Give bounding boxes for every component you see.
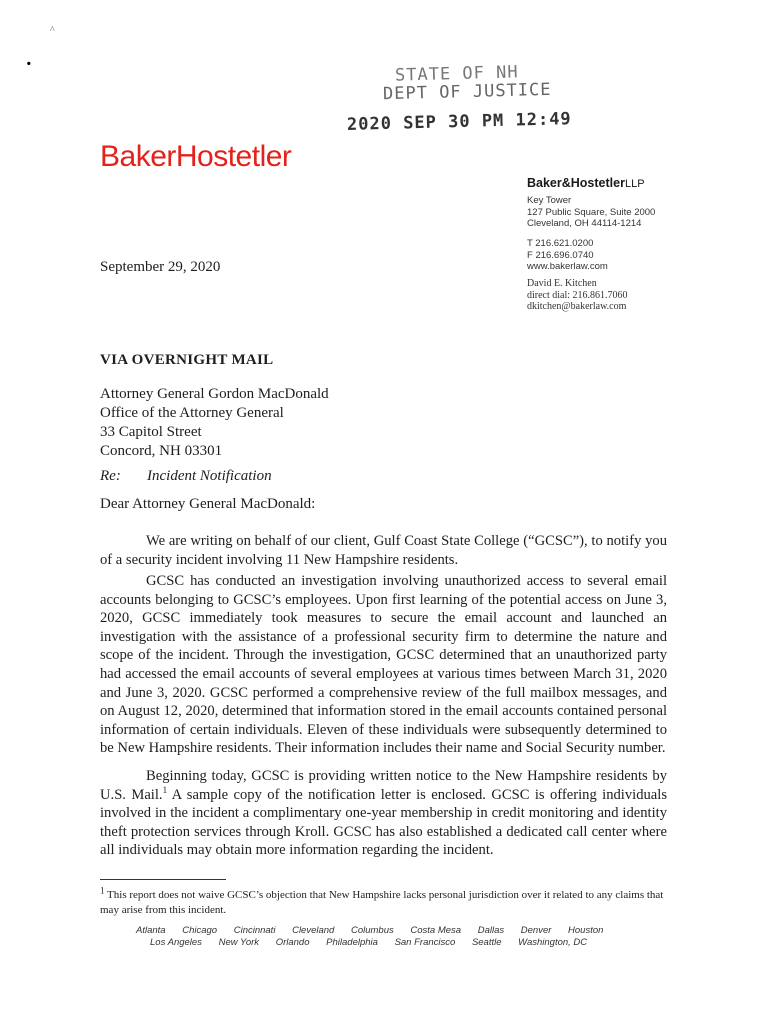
firm-name-text: Baker&Hostetler [527, 176, 625, 190]
address-line: Key Tower [527, 195, 572, 206]
footnote-ref[interactable]: 1 [162, 784, 168, 795]
author-direct-dial: direct dial: 216.861.7060 [527, 289, 628, 301]
office-city: San Francisco [394, 937, 456, 948]
firm-name [527, 176, 645, 190]
footnote-divider [100, 879, 226, 880]
office-city: Columbus [350, 925, 394, 936]
office-city: Los Angeles [150, 937, 202, 948]
firm-contact [527, 238, 608, 273]
office-city: Orlando [275, 937, 310, 948]
office-list-row2 [150, 937, 650, 948]
office-city: Costa Mesa [410, 925, 462, 936]
website-link[interactable]: www.bakerlaw.com [527, 261, 608, 272]
corner-mark: ^ [50, 25, 55, 36]
author-name: David E. Kitchen [527, 278, 597, 289]
footnote [100, 885, 670, 918]
address-line: Cleveland, OH 44114-1214 [527, 218, 642, 229]
office-city: New York [218, 937, 260, 948]
firm-suffix: LLP [624, 178, 645, 190]
firm-address [527, 195, 655, 230]
subject-text: Incident Notification [147, 468, 272, 484]
recipient-line: Attorney General Gordon MacDonald [100, 386, 329, 402]
office-city: Atlanta [136, 925, 166, 936]
body-paragraph-1: We are writing on behalf of our client, Gulf Coast State College (“GCSC”), to notify you of a security incident involving 11 New Hampshire residents. [100, 533, 667, 568]
received-stamp-line1: STATE OF NH [394, 62, 519, 86]
office-city: Cincinnati [233, 925, 276, 936]
address-line: 127 Public Square, Suite 2000 [527, 206, 656, 218]
author-contact [527, 278, 628, 313]
paragraph3-part-a: Beginning today, GCSC is providing written notice to the New Hampshire residents by U.S. Mail. [100, 768, 667, 803]
subject-line [100, 468, 272, 485]
phone: T 216.621.0200 [527, 238, 594, 249]
office-city: Washington, DC [518, 937, 588, 948]
salutation: Dear Attorney General MacDonald: [100, 496, 316, 512]
letter-date: September 29, 2020 [100, 259, 221, 275]
office-city: Philadelphia [326, 937, 378, 948]
received-stamp-date: 2020 SEP 30 PM 12:49 [346, 109, 572, 135]
recipient-line: Concord, NH 03301 [100, 443, 223, 459]
footnote-text: This report does not waive GCSC’s objection that New Hampshire lacks personal jurisdiction over it related to any claims that may arise from this incident. [100, 889, 664, 916]
recipient-line: 33 Capitol Street [100, 424, 202, 440]
fax: F 216.696.0740 [527, 249, 594, 261]
office-list-row1 [136, 925, 636, 936]
firm-logo: BakerHostetler [100, 140, 292, 173]
received-stamp-line2: DEPT OF JUSTICE [382, 79, 552, 105]
delivery-method: VIA OVERNIGHT MAIL [100, 352, 274, 368]
office-city: Dallas [477, 925, 505, 936]
body-paragraph-2: GCSC has conducted an investigation involving unauthorized access to several email accounts belonging to GCSC’s employees. Upon first learning of the potential access on June 3, 2020, GCSC immediately took measures to secure the email account and launched an investigation with the assistance of a professional security firm to determine the nature and scope of the incident. Through the investigation, GCSC determined that an unauthorized party had accessed the email accounts of several employees at various times between March 31, 2020 and June 3, 2020. GCSC performed a comprehensive review of the full mailbox messages, and on August 12, 2020, determined that information stored in the email accounts contained personal information of certain individuals. Eleven of these individuals were subsequently determined to be New Hampshire residents. Their information includes their name and Social Security number. [100, 573, 667, 757]
footnote-number: 1 [100, 885, 105, 896]
office-city: Seattle [471, 937, 502, 948]
recipient-block [100, 385, 329, 461]
office-city: Denver [520, 925, 552, 936]
scan-mark: • [24, 56, 33, 73]
paragraph3-part-b: A sample copy of the notification letter is enclosed. GCSC is offering individuals involved in the incident a complimentary one-year membership in credit monitoring and identity theft protection services through Kroll. GCSC has also established a dedicated call center where all individuals may obtain more information regarding the incident. [100, 786, 667, 859]
office-city: Chicago [182, 925, 218, 936]
subject-label: Re: [100, 468, 121, 484]
body-paragraph-3 [100, 767, 667, 860]
office-city: Houston [568, 925, 604, 936]
office-city: Cleveland [292, 925, 335, 936]
author-email-link[interactable]: dkitchen@bakerlaw.com [527, 301, 627, 312]
recipient-line: Office of the Attorney General [100, 405, 284, 421]
